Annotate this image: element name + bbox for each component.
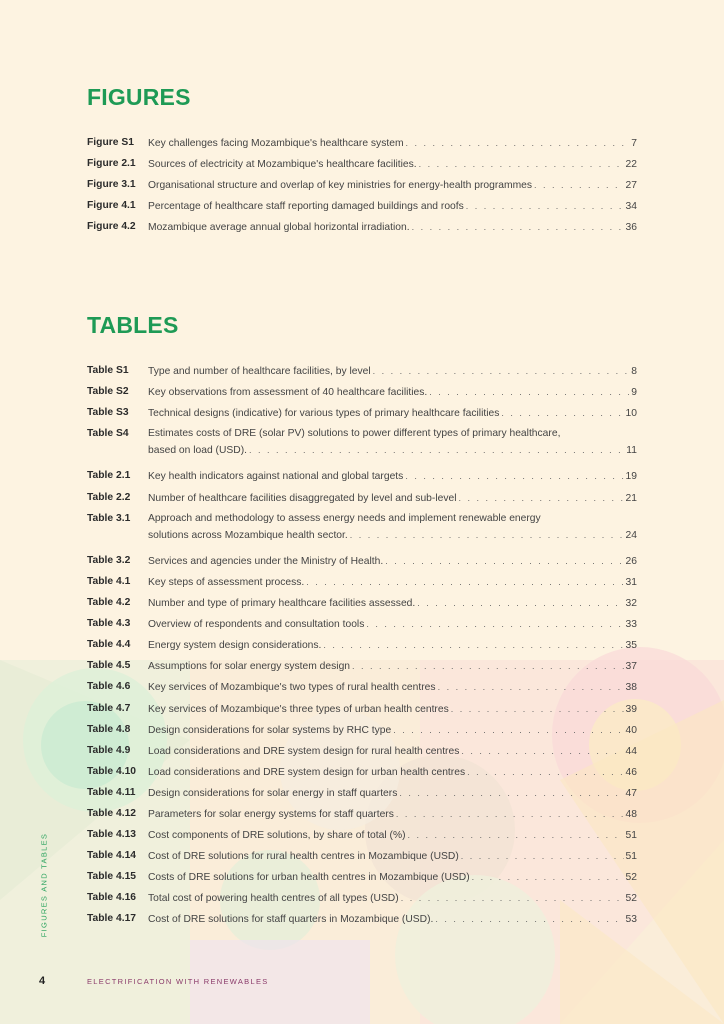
list-item[interactable]: Table 4.12 Parameters for solar energy systems for staff quarters . . . 48	[87, 806, 637, 827]
list-item[interactable]: Table 3.2 Services and agencies under the Ministry of Health. . . . 26	[87, 553, 637, 574]
list-item[interactable]: Table 3.1 Approach and methodology to assess energy needs and implement renewable energy solutions across Mozambique health sector. . . . 24	[87, 511, 637, 553]
tables-list	[87, 363, 637, 933]
page-number: 4	[39, 975, 46, 987]
list-item[interactable]: Table 4.10 Load considerations and DRE system design for urban health centres . . . 46	[87, 764, 637, 785]
list-item[interactable]: Table 4.4 Energy system design considerations. . . . 35	[87, 637, 637, 658]
list-item[interactable]: Table S3 Technical designs (indicative) for various types of primary healthcare facilities . . . 10	[87, 405, 637, 426]
list-item[interactable]: Table 2.2 Number of healthcare facilities disaggregated by level and sub-level . . . 21	[87, 490, 637, 511]
list-item[interactable]: Table 4.6 Key services of Mozambique's two types of rural health centres . . . 38	[87, 679, 637, 700]
list-item[interactable]: Table 4.16 Total cost of powering health centres of all types (USD) . . . 52	[87, 890, 637, 911]
list-item[interactable]: Table 4.8 Design considerations for solar systems by RHC type . . . 40	[87, 722, 637, 743]
list-item[interactable]: Table 4.17 Cost of DRE solutions for staff quarters in Mozambique (USD). . . . 53	[87, 911, 637, 932]
figures-list	[87, 135, 637, 240]
footer-title: ELECTRIFICATION WITH RENEWABLES	[87, 977, 269, 986]
list-item[interactable]: Table 4.11 Design considerations for solar energy in staff quarters . . . 47	[87, 785, 637, 806]
list-item[interactable]: Table 4.14 Cost of DRE solutions for rural health centres in Mozambique (USD) . . . 51	[87, 848, 637, 869]
list-item[interactable]: Table 4.7 Key services of Mozambique's three types of urban health centres . . . 39	[87, 701, 637, 722]
tables-heading: TABLES	[87, 312, 179, 338]
list-item[interactable]: Table S1 Type and number of healthcare facilities, by level . . . 8	[87, 363, 637, 384]
list-item[interactable]: Table 4.13 Cost components of DRE solutions, by share of total (%) . . . 51	[87, 827, 637, 848]
list-item[interactable]: Table S2 Key observations from assessment of 40 healthcare facilities. . . . 9	[87, 384, 637, 405]
list-item[interactable]: Figure 4.2 Mozambique average annual global horizontal irradiation. . . . 36	[87, 219, 637, 240]
list-item[interactable]: Table 4.9 Load considerations and DRE system design for rural health centres . . . 44	[87, 743, 637, 764]
list-item[interactable]: Table 2.1 Key health indicators against national and global targets . . . 19	[87, 468, 637, 489]
list-item[interactable]: Figure 3.1 Organisational structure and overlap of key ministries for energy-health programmes . . . 27	[87, 177, 637, 198]
list-item[interactable]: Figure S1 Key challenges facing Mozambique's healthcare system . . . 7	[87, 135, 637, 156]
figures-heading: FIGURES	[87, 84, 191, 110]
list-item[interactable]: Figure 2.1 Sources of electricity at Mozambique's healthcare facilities. . . . 22	[87, 156, 637, 177]
side-section-label: FIGURES AND TABLES	[39, 832, 49, 938]
list-item[interactable]: Table 4.3 Overview of respondents and consultation tools . . . 33	[87, 616, 637, 637]
list-item[interactable]: Table 4.2 Number and type of primary healthcare facilities assessed. . . . 32	[87, 595, 637, 616]
list-item[interactable]: Table 4.5 Assumptions for solar energy system design . . . 37	[87, 658, 637, 679]
list-item[interactable]: Table 4.1 Key steps of assessment process. . . . 31	[87, 574, 637, 595]
list-item[interactable]: Table 4.15 Costs of DRE solutions for urban health centres in Mozambique (USD) . . . 52	[87, 869, 637, 890]
list-item[interactable]: Figure 4.1 Percentage of healthcare staff reporting damaged buildings and roofs . . . 34	[87, 198, 637, 219]
list-item[interactable]: Table S4 Estimates costs of DRE (solar PV) solutions to power different types of primary healthcare, based on load (USD). . . . 11	[87, 426, 637, 468]
